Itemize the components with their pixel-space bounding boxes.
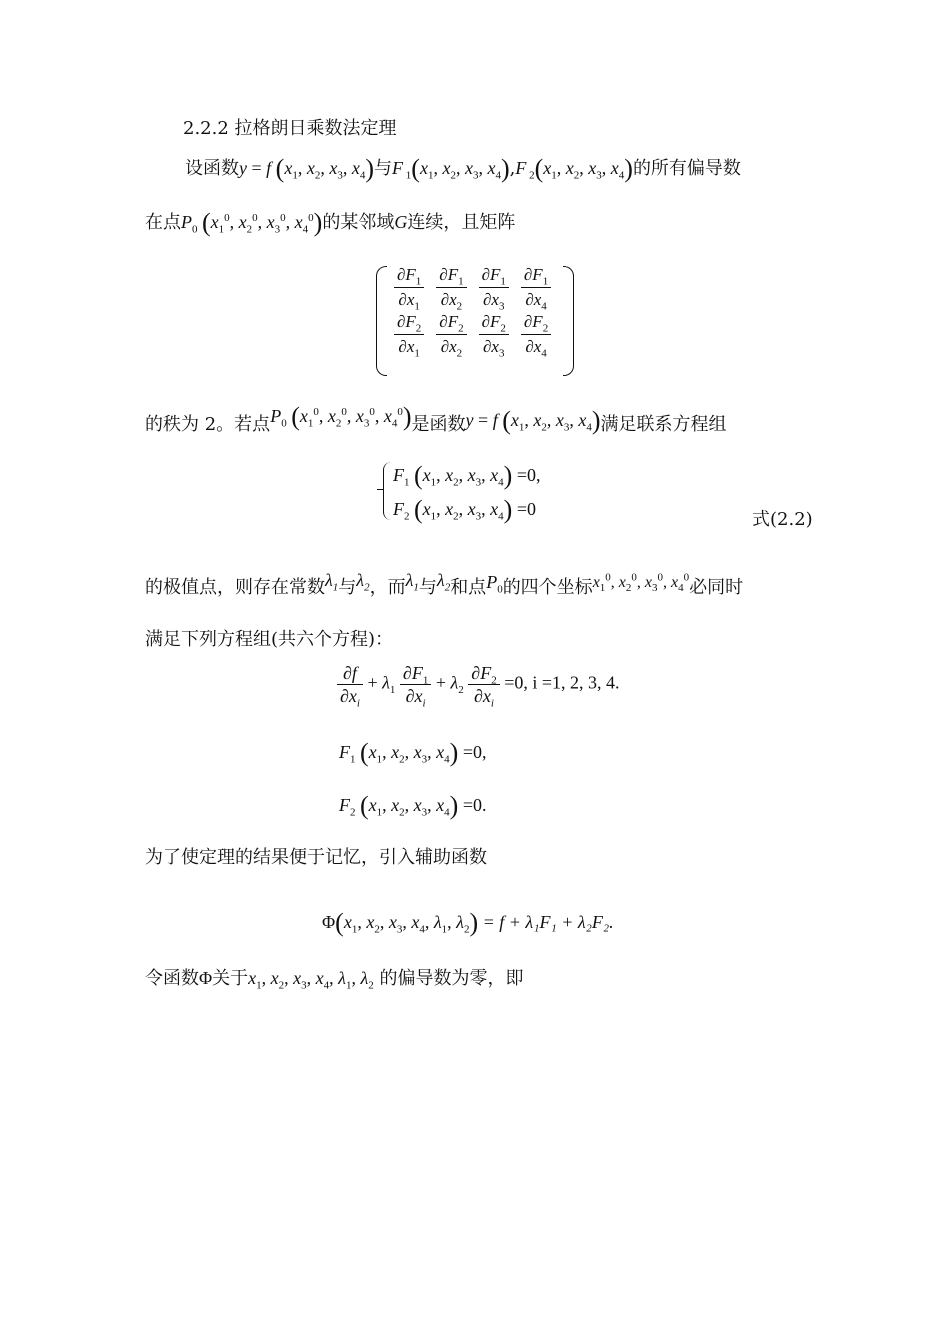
jacobian-matrix: $\frac{\partial F_1}{\partial x_1}$ $\frac{\partial F_1}{\partial x_2}$ $\frac{\partial F_1}{\partial x_3}$ $\frac{\partial F_1}{\partial x_4}$ $\frac{\partial F_2}{\partial x_1}$ $\frac{\partial F_2}{\partial x_2}$ $\frac{\partial F_2}{\partial x_3}$ $\frac{\partial F_2}{\partial x_4}$ [376, 264, 574, 376]
paragraph-partial-zero: 令函数Φ关于$x_1$, $x_2$, $x_3$, $x_4$, $\lambda_1$, $\lambda_2$ 的偏导数为零，即 [145, 968, 524, 992]
point-P0: $P_0$ [486, 572, 503, 596]
paragraph-auxiliary: 为了使定理的结果便于记忆，引入辅助函数 [145, 847, 487, 868]
lambda1: $\lambda_1$ [325, 570, 339, 594]
paragraph-neighborhood: 在点$P_0$ ($x_1^0$, $x_2^0$, $x_3^0$, $x_4^0$)的某邻域G连续，且矩阵 [145, 208, 516, 237]
lambda2: $\lambda_2$ [356, 570, 370, 594]
formula-y-f-2: y = f ($x_1$, $x_2$, $x_3$, $x_4$) [465, 406, 601, 435]
coordinates: $x_1^0$, $x_2^0$, $x_3^0$, $x_4^0$ [592, 571, 690, 595]
auxiliary-function: $\Phi(x_1$, $x_2$, $x_3$, $x_4$, $\lambda_1$, $\lambda_2) = f + \lambda_1F_1 + \lambda_2F_2$. [322, 908, 614, 937]
lambda1-b: $\lambda_1$ [405, 570, 419, 594]
section-title: 拉格朗日乘数法定理 [234, 118, 397, 139]
formula-F1: F $_1(x_1$, $x_2$, $x_3$, $x_4$) [392, 154, 510, 183]
section-heading [183, 120, 397, 138]
equation-F1: $F_1$ ($x_1$, $x_2$, $x_3$, $x_4) =0$, [339, 738, 487, 767]
equation-F2: $F_2$ ($x_1$, $x_2$, $x_3$, $x_4) =0$. [339, 791, 487, 820]
right-paren [563, 266, 574, 376]
lagrange-equation: $\frac{\partial f}{\partial x_i}$ + $\lambda_1$ $\frac{\partial F_1}{\partial x_i}$ + $\lambda_2$ $\frac{\partial F_2}{\partial x_i}$ =0, i =1, 2, 3, 4. [337, 664, 620, 705]
system-brace [383, 462, 392, 520]
formula-P0: $P_0$ ($x_1^0$, $x_2^0$, $x_3^0$, $x_4^0$) [181, 208, 323, 237]
equation-label: 式(2.2) [752, 509, 813, 530]
paragraph-extremum: 的极值点，则存在常数$\lambda_1$与$\lambda_2$，而$\lambda_1$与$\lambda_2$和点$P_0$的四个坐标$x_1^0$, $x_2^0$, $x_3^0$, $x_4^0$必同时 [145, 570, 744, 598]
section-number: 2.2.2 [183, 118, 229, 139]
paragraph-rank: 的秩为 2。若点$P_0$ ($x_1^0$, $x_2^0$, $x_3^0$, $x_4^0$)是函数y = f ($x_1$, $x_2$, $x_3$, $x_4$)满足联系方程组 [145, 402, 727, 435]
formula-y-f: y = f ($x_1$, $x_2$, $x_3$, $x_4$) [239, 154, 375, 183]
lambda2-b: $\lambda_2$ [436, 570, 451, 594]
formula-F2: F $_2(x_1$, $x_2$, $x_3$, $x_4$) [515, 154, 633, 183]
paragraph-six-equations: 满足下列方程组(共六个方程)： [145, 629, 394, 650]
constraint-F1: $F_1$ ($x_1$, $x_2$, $x_3$, $x_4) =0$, [393, 461, 541, 490]
formula-P0-point: $P_0$ ($x_1^0$, $x_2^0$, $x_3^0$, $x_4^0$) [270, 402, 412, 431]
constraint-F2: $F_2$ ($x_1$, $x_2$, $x_3$, $x_4) =0$ [393, 495, 536, 524]
variables-list: $x_1$, $x_2$, $x_3$, $x_4$, $\lambda_1$, $\lambda_2$ [248, 968, 374, 992]
left-paren [376, 266, 387, 376]
paragraph-function-definition: 设函数y = f ($x_1$, $x_2$, $x_3$, $x_4$)与F $_1(x_1$, $x_2$, $x_3$, $x_4),F$ $_2(x_1$, $x_2$, $x_3$, $x_4$)的所有偏导数 [185, 154, 741, 183]
